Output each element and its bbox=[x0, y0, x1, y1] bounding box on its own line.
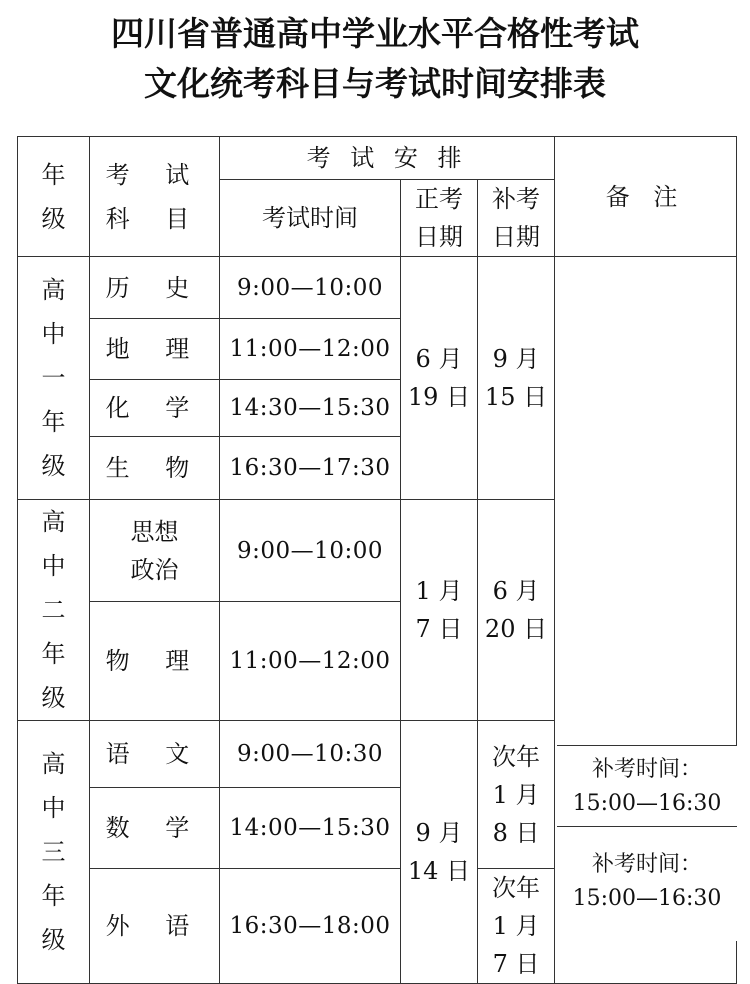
grade-2-makeup-date: 6 月 20 日 bbox=[478, 500, 555, 721]
header-arrangement: 考 试 安 排 bbox=[220, 137, 555, 180]
subject-name: 思想 政治 bbox=[90, 500, 220, 602]
subject-name: 生 物 bbox=[90, 437, 220, 500]
subject-name: 地 理 bbox=[90, 319, 220, 380]
grade-1-main-date: 6 月 19 日 bbox=[401, 257, 478, 500]
exam-time: 9:00—10:30 bbox=[220, 721, 401, 788]
remark-foreign-language: 补考时间： 15:00—16:30 bbox=[557, 827, 737, 941]
header-subject: 考 试 科 目 bbox=[90, 137, 220, 257]
grade-2-main-date: 1 月 7 日 bbox=[401, 500, 478, 721]
exam-time: 11:00—12:00 bbox=[220, 319, 401, 380]
exam-time: 16:30—17:30 bbox=[220, 437, 401, 500]
exam-time: 16:30—18:00 bbox=[220, 869, 401, 984]
document-title-line-2: 文化统考科目与考试时间安排表 bbox=[144, 64, 606, 103]
header-grade: 年 级 bbox=[18, 137, 90, 257]
remark-math: 补考时间： 15:00—16:30 bbox=[557, 745, 737, 827]
subject-name: 物 理 bbox=[90, 602, 220, 721]
subject-name: 语 文 bbox=[90, 721, 220, 788]
exam-time: 9:00—10:00 bbox=[220, 257, 401, 319]
grade-3-makeup-date-chinese-math: 次年 1 月 8 日 bbox=[478, 721, 555, 869]
table-row bbox=[18, 257, 737, 319]
exam-time: 9:00—10:00 bbox=[220, 500, 401, 602]
subject-name: 数 学 bbox=[90, 788, 220, 869]
grade-3-main-date: 9 月 14 日 bbox=[401, 721, 478, 984]
grade-3-makeup-date-foreign-language: 次年 1 月 7 日 bbox=[478, 869, 555, 984]
header-makeup-date: 补考 日期 bbox=[478, 180, 555, 257]
document-title-line-1: 四川省普通高中学业水平合格性考试 bbox=[111, 14, 639, 53]
exam-time: 11:00—12:00 bbox=[220, 602, 401, 721]
grade-3-label: 高 中 三 年 级 bbox=[18, 721, 90, 984]
header-remark: 备 注 bbox=[555, 137, 737, 257]
subject-name: 化 学 bbox=[90, 380, 220, 437]
subject-name: 历 史 bbox=[90, 257, 220, 319]
exam-time: 14:30—15:30 bbox=[220, 380, 401, 437]
grade-1-makeup-date: 9 月 15 日 bbox=[478, 257, 555, 500]
exam-time: 14:00—15:30 bbox=[220, 788, 401, 869]
header-main-date: 正考 日期 bbox=[401, 180, 478, 257]
header-time: 考试时间 bbox=[220, 180, 401, 257]
header-row-1 bbox=[18, 137, 737, 180]
grade-1-label: 高 中 一 年 级 bbox=[18, 257, 90, 500]
subject-name: 外 语 bbox=[90, 869, 220, 984]
grade-2-label: 高 中 二 年 级 bbox=[18, 500, 90, 721]
